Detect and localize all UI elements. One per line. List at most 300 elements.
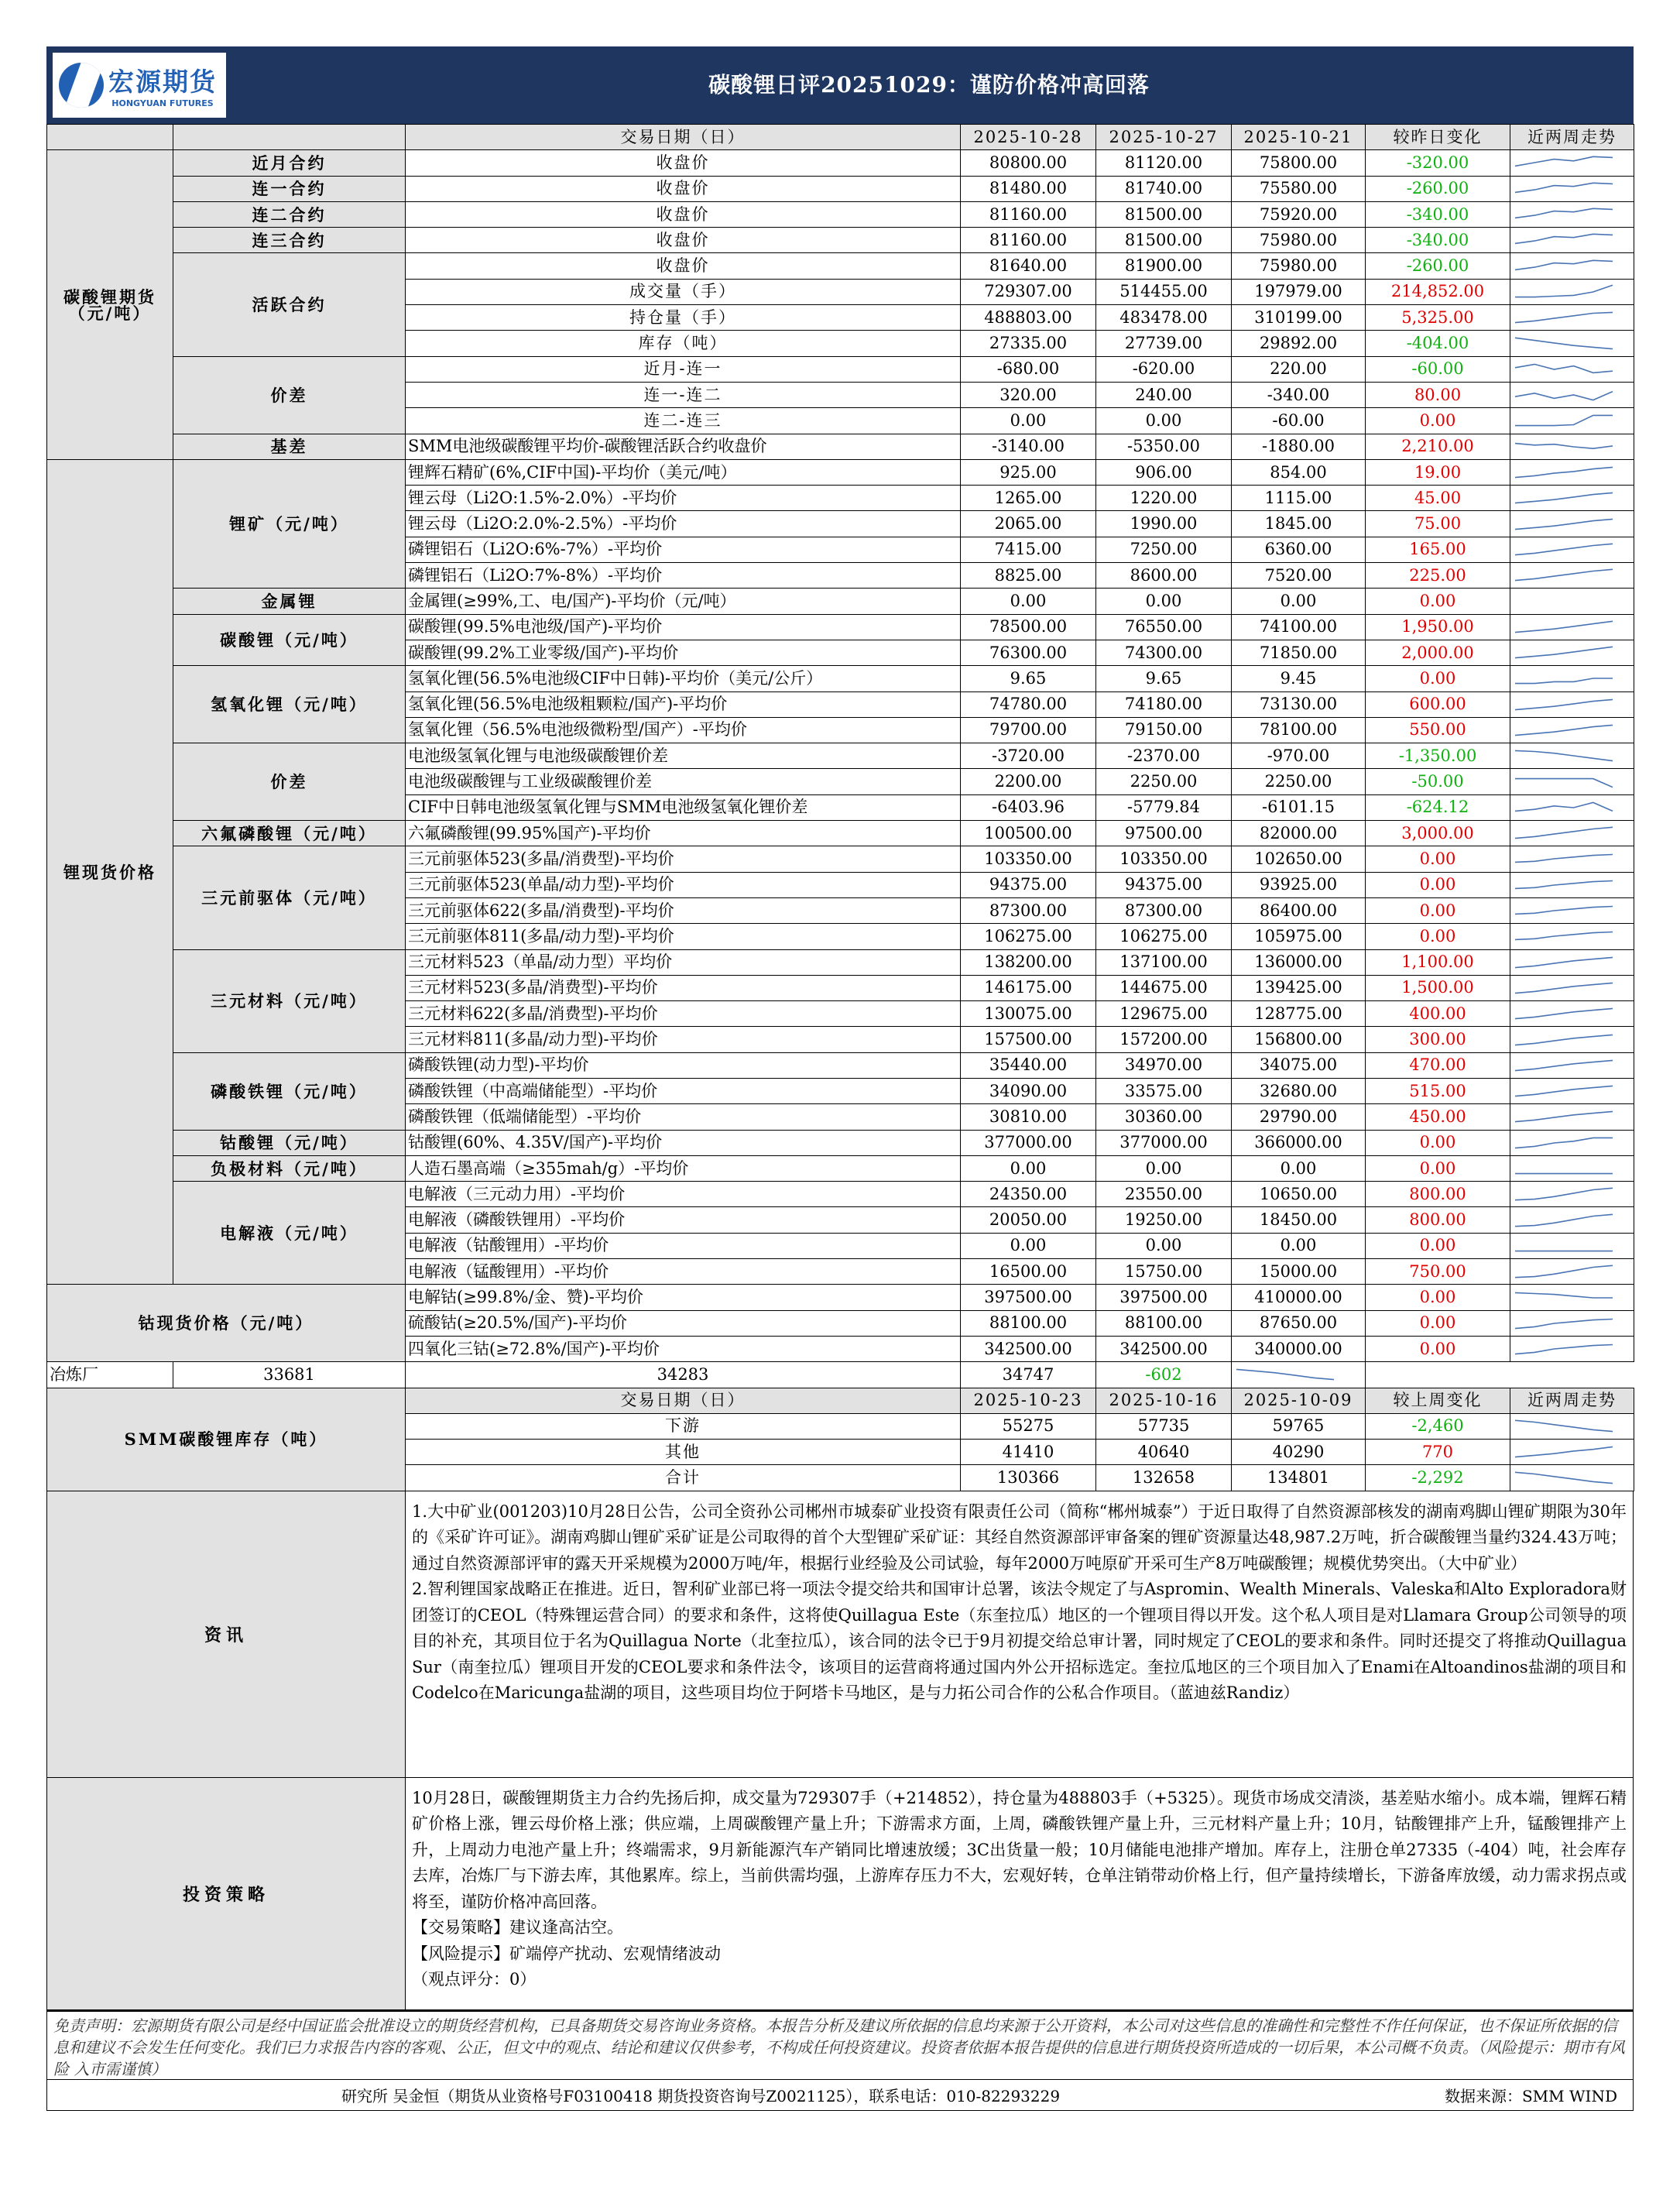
group-label: 锂现货价格 (47, 459, 173, 1285)
value-cell: 75580.00 (1232, 176, 1366, 201)
strategy-summary: 10月28日，碳酸锂期货主力合约先扬后抑，成交量为729307手（+214852），持仓量为488803手（+5325）。现货市场成交清淡，基差贴水缩小。成本端，锂辉石精矿价格上涨，锂云母价格上涨；供应端，上周碳酸锂产量上升；下游需求方面，上周，磷酸铁锂产量上升，三元材料产量上升；10月，钴酸锂排产上升，锰酸锂排产上升，上周动力电池产量上升；终端需求，9月新能源汽车产销同比增速放缓；3C出货量一般；10月储能电池排产增加。库存上，注册仓单27335（-404）吨，社会库存去库，冶炼厂与下游去库，其他累库。综上，当前供需均强，上游库存压力不大，宏观好转，仓单注销带动价格上行，但产量持续增长，下游备库放缓，动力需求拐点或将至，谨防价格冲高回落。 (412, 1788, 1627, 1911)
trend-sparkline (1512, 926, 1616, 946)
trend-line (1515, 1420, 1613, 1431)
indicator-label: 磷锂铝石（Li2O:7%-8%）-平均价 (406, 563, 961, 589)
trend-cell (1510, 1104, 1634, 1130)
trend-cell (1510, 691, 1634, 717)
subgroup-label: 价差 (173, 743, 406, 821)
trend-cell (1232, 1362, 1366, 1388)
indicator-label: 锂云母（Li2O:1.5%-2.0%）-平均价 (406, 486, 961, 511)
change-value: 45.00 (1366, 486, 1510, 511)
value-cell: 40290 (1232, 1440, 1366, 1465)
change-header: 较上周变化 (1366, 1388, 1510, 1413)
value-cell: 81500.00 (1096, 228, 1232, 253)
trend-cell (1510, 1130, 1634, 1155)
table-row (47, 1130, 1634, 1155)
change-value: 225.00 (1366, 563, 1510, 589)
trend-cell (1510, 537, 1634, 562)
value-cell: -1880.00 (1232, 434, 1366, 459)
trend-sparkline (1512, 1261, 1616, 1282)
trend-cell (1510, 872, 1634, 897)
trend-sparkline (1512, 410, 1616, 431)
indicator-label: 氢氧化锂（56.5%电池级微粉型/国产）-平均价 (406, 717, 961, 743)
trend-header: 近两周走势 (1510, 1388, 1634, 1413)
change-value: -2,460 (1366, 1413, 1510, 1439)
trend-sparkline (1512, 359, 1616, 379)
author-info: 研究所 吴金恒（期货从业资格号F03100418 期货投资咨询号Z0021125），联系电话：010-82293229 (341, 2086, 1061, 2105)
table-row (47, 821, 1634, 846)
trend-line (1515, 260, 1613, 269)
value-cell: 30810.00 (961, 1104, 1096, 1130)
value-cell: 9.65 (961, 666, 1096, 691)
indicator-label: 三元材料523(多晶/消费型)-平均价 (406, 975, 961, 1000)
trend-line (1515, 1214, 1613, 1226)
table-row (47, 1155, 1634, 1181)
value-cell: 144675.00 (1096, 975, 1232, 1000)
change-value: 470.00 (1366, 1052, 1510, 1078)
value-cell: 8825.00 (961, 563, 1096, 589)
change-value: -50.00 (1366, 769, 1510, 794)
trend-line (1515, 1266, 1613, 1278)
trend-cell (1510, 640, 1634, 665)
value-cell: 0.00 (1096, 1155, 1232, 1181)
subgroup-label: 锂矿（元/吨） (173, 459, 406, 588)
change-value: 0.00 (1366, 1285, 1510, 1310)
logo-name: 宏源期货 (108, 67, 217, 97)
value-cell: 74100.00 (1232, 614, 1366, 640)
value-cell: 27739.00 (1096, 331, 1232, 356)
data-table (46, 124, 1634, 1491)
strategy-body (406, 1778, 1633, 2009)
value-cell: 0.00 (1232, 1155, 1366, 1181)
value-cell: 488803.00 (961, 305, 1096, 331)
subgroup-label: 碳酸锂（元/吨） (173, 614, 406, 666)
value-cell: 18450.00 (1232, 1207, 1366, 1233)
value-cell: 102650.00 (1232, 846, 1366, 872)
value-cell: -3720.00 (961, 743, 1096, 769)
subgroup-label: 钴酸锂（元/吨） (173, 1130, 406, 1155)
trend-line (1515, 544, 1613, 554)
trend-cell (1510, 253, 1634, 279)
trend-sparkline (1512, 1107, 1616, 1127)
table-row (47, 253, 1634, 279)
value-cell: 87650.00 (1232, 1310, 1366, 1336)
strategy-label: 投资策略 (47, 1778, 406, 2009)
value-cell: 0.00 (961, 1233, 1096, 1258)
trend-sparkline (1512, 1184, 1616, 1204)
trend-sparkline (1512, 437, 1616, 457)
indicator-label: 电解液（锰酸锂用）-平均价 (406, 1259, 961, 1285)
trend-sparkline (1512, 617, 1616, 637)
trend-line (1515, 778, 1613, 787)
value-cell: 514455.00 (1096, 279, 1232, 304)
value-cell: 106275.00 (961, 924, 1096, 949)
strategy-section (46, 1778, 1634, 2010)
trend-sparkline (1512, 772, 1616, 792)
value-cell: 6360.00 (1232, 537, 1366, 562)
subgroup-label: 活跃合约 (173, 253, 406, 356)
indicator-label: 氢氧化锂(56.5%电池级CIF中日韩)-平均价（美元/公斤） (406, 666, 961, 691)
value-cell: 925.00 (961, 459, 1096, 485)
value-cell: -2370.00 (1096, 743, 1232, 769)
trend-cell (1510, 846, 1634, 872)
indicator-label: 金属锂(≥99%,工、电/国产)-平均价（元/吨） (406, 589, 961, 614)
subgroup-label: 近月合约 (173, 150, 406, 176)
value-cell: 81500.00 (1096, 201, 1232, 227)
logo-mark-icon (59, 63, 104, 108)
trend-line (1515, 443, 1613, 448)
trend-line (1515, 493, 1613, 503)
trend-cell (1510, 1259, 1634, 1285)
news-label: 资讯 (47, 1491, 406, 1777)
date-header: 2025-10-28 (961, 125, 1096, 150)
change-value: 0.00 (1366, 666, 1510, 691)
trend-line (1515, 416, 1613, 426)
change-value: -320.00 (1366, 150, 1510, 176)
trend-cell (1510, 1336, 1634, 1361)
trend-sparkline (1512, 153, 1616, 173)
indicator-label: 三元前驱体523(多晶/消费型)-平均价 (406, 846, 961, 872)
value-cell: 19250.00 (1096, 1207, 1232, 1233)
value-cell: 100500.00 (961, 821, 1096, 846)
trend-line (1515, 1009, 1613, 1019)
table-row (47, 176, 1634, 201)
value-cell: 103350.00 (961, 846, 1096, 872)
value-cell: -620.00 (1096, 356, 1232, 382)
table-row (47, 201, 1634, 227)
value-cell: 132658 (1096, 1465, 1232, 1491)
change-value: 770 (1366, 1440, 1510, 1465)
value-cell: 0.00 (1096, 1233, 1232, 1258)
table-row (47, 150, 1634, 176)
trend-line (1515, 1292, 1613, 1298)
value-cell: 138200.00 (961, 949, 1096, 975)
value-cell: 377000.00 (1096, 1130, 1232, 1155)
value-cell: 0.00 (1232, 1233, 1366, 1258)
data-source: 数据来源：SMM WIND (1444, 2086, 1617, 2105)
trend-cell (1510, 821, 1634, 846)
table-header-row (47, 1388, 1634, 1413)
trend-sparkline (1512, 591, 1616, 611)
value-cell: 81160.00 (961, 228, 1096, 253)
trend-line (1515, 208, 1613, 218)
trend-sparkline (1512, 1030, 1616, 1050)
value-cell: 33681 (173, 1362, 406, 1388)
trend-line (1515, 1472, 1613, 1483)
subgroup-label: 连一合约 (173, 176, 406, 201)
change-value: 400.00 (1366, 1001, 1510, 1027)
value-cell: 1115.00 (1232, 486, 1366, 511)
trend-line (1515, 647, 1613, 657)
value-cell: 32680.00 (1232, 1078, 1366, 1103)
value-cell: 81480.00 (961, 176, 1096, 201)
group-label: SMM碳酸锂库存（吨） (47, 1388, 406, 1491)
report-header (46, 46, 1634, 124)
indicator-label: 下游 (406, 1413, 961, 1439)
date-header: 2025-10-27 (1096, 125, 1232, 150)
trend-cell (1510, 769, 1634, 794)
trend-cell (1510, 975, 1634, 1000)
value-cell: 24350.00 (961, 1182, 1096, 1207)
table-row (47, 1362, 1634, 1388)
value-cell: 139425.00 (1232, 975, 1366, 1000)
trend-line (1515, 364, 1613, 372)
trend-cell (1510, 486, 1634, 511)
trend-sparkline (1512, 540, 1616, 560)
indicator-label: 碳酸锂(99.2%工业零级/国产)-平均价 (406, 640, 961, 665)
trend-line (1515, 699, 1613, 709)
trend-line (1515, 183, 1613, 192)
change-value: 0.00 (1366, 924, 1510, 949)
trend-sparkline (1512, 875, 1616, 895)
change-value: 0.00 (1366, 872, 1510, 897)
change-value: 165.00 (1366, 537, 1510, 562)
report-page (46, 46, 1634, 2111)
value-cell: 157500.00 (961, 1027, 1096, 1052)
value-cell: 906.00 (1096, 459, 1232, 485)
date-header: 2025-10-23 (961, 1388, 1096, 1413)
value-cell: 23550.00 (1096, 1182, 1232, 1207)
subgroup-label: 三元材料（元/吨） (173, 949, 406, 1052)
indicator-label: 四氧化三钴(≥72.8%/国产)-平均价 (406, 1336, 961, 1361)
trend-sparkline (1512, 334, 1616, 354)
date-header: 2025-10-16 (1096, 1388, 1232, 1413)
value-cell: 78500.00 (961, 614, 1096, 640)
value-cell: 1265.00 (961, 486, 1096, 511)
date-header: 2025-10-21 (1232, 125, 1366, 150)
trend-cell (1510, 1233, 1634, 1258)
change-value: 515.00 (1366, 1078, 1510, 1103)
subgroup-label: 负极材料（元/吨） (173, 1155, 406, 1181)
change-value: 0.00 (1366, 589, 1510, 614)
trend-cell (1510, 1155, 1634, 1181)
value-cell: 94375.00 (961, 872, 1096, 897)
trend-sparkline (1512, 307, 1616, 328)
value-cell: 74780.00 (961, 691, 1096, 717)
indicator-label: 磷锂铝石（Li2O:6%-7%）-平均价 (406, 537, 961, 562)
indicator-label: 连二-连三 (406, 408, 961, 434)
value-cell: 29790.00 (1232, 1104, 1366, 1130)
value-cell: 342500.00 (1096, 1336, 1232, 1361)
value-cell: 75800.00 (1232, 150, 1366, 176)
trend-sparkline (1512, 849, 1616, 869)
trend-cell (1510, 201, 1634, 227)
trend-cell (1510, 459, 1634, 485)
indicator-label: 收盘价 (406, 150, 961, 176)
indicator-label: 收盘价 (406, 228, 961, 253)
value-cell: 8600.00 (1096, 563, 1232, 589)
change-value: 1,500.00 (1366, 975, 1510, 1000)
value-cell: 129675.00 (1096, 1001, 1232, 1027)
value-cell: 71850.00 (1232, 640, 1366, 665)
trend-cell (1510, 176, 1634, 201)
indicator-label: 三元前驱体622(多晶/消费型)-平均价 (406, 897, 961, 923)
value-cell: 10650.00 (1232, 1182, 1366, 1207)
value-cell: 81160.00 (961, 201, 1096, 227)
table-row (47, 666, 1634, 691)
indicator-label: 钴酸锂(60%、4.35V/国产)-平均价 (406, 1130, 961, 1155)
indicator-label: 持仓量（手） (406, 305, 961, 331)
value-cell: -60.00 (1232, 408, 1366, 434)
value-cell: 20050.00 (961, 1207, 1096, 1233)
news-body (406, 1491, 1633, 1777)
change-value: 300.00 (1366, 1027, 1510, 1052)
value-cell: 7520.00 (1232, 563, 1366, 589)
subgroup-label: 基差 (173, 434, 406, 459)
trend-cell (1510, 1052, 1634, 1078)
change-value: -624.12 (1366, 794, 1510, 820)
value-cell: 79700.00 (961, 717, 1096, 743)
value-cell: 76300.00 (961, 640, 1096, 665)
indicator-label: 锂辉石精矿(6%,CIF中国)-平均价（美元/吨） (406, 459, 961, 485)
value-cell: 146175.00 (961, 975, 1096, 1000)
indicator-label: 磷酸铁锂（低端储能型）-平均价 (406, 1104, 961, 1130)
value-cell: 0.00 (1096, 589, 1232, 614)
value-cell: 1845.00 (1232, 511, 1366, 537)
value-cell: 94375.00 (1096, 872, 1232, 897)
indicator-label: 三元材料523（单晶/动力型）平均价 (406, 949, 961, 975)
trend-line (1515, 1189, 1613, 1200)
trend-sparkline (1512, 695, 1616, 715)
value-cell: 88100.00 (1096, 1310, 1232, 1336)
trend-sparkline (1512, 1210, 1616, 1230)
trend-cell (1510, 1465, 1634, 1491)
change-value: 0.00 (1366, 408, 1510, 434)
change-value: 0.00 (1366, 846, 1510, 872)
indicator-label: 冶炼厂 (47, 1362, 173, 1388)
value-cell: 80800.00 (961, 150, 1096, 176)
group-label: 钴现货价格（元/吨） (47, 1285, 406, 1362)
change-value: 0.00 (1366, 1310, 1510, 1336)
trend-cell (1510, 1413, 1634, 1439)
trend-sparkline (1512, 565, 1616, 585)
trend-sparkline (1512, 952, 1616, 973)
value-cell: 73130.00 (1232, 691, 1366, 717)
subgroup-label: 连二合约 (173, 201, 406, 227)
change-header: 较昨日变化 (1366, 125, 1510, 150)
trend-sparkline (1233, 1364, 1337, 1385)
value-cell: 59765 (1232, 1413, 1366, 1439)
change-value: 80.00 (1366, 382, 1510, 407)
indicator-label: 三元前驱体523(单晶/动力型)-平均价 (406, 872, 961, 897)
value-cell: 240.00 (1096, 382, 1232, 407)
change-value: 5,325.00 (1366, 305, 1510, 331)
trend-cell (1510, 614, 1634, 640)
trend-cell (1510, 1001, 1634, 1027)
value-cell: -970.00 (1232, 743, 1366, 769)
trend-sparkline (1512, 901, 1616, 921)
trend-sparkline (1512, 1004, 1616, 1024)
value-cell: 87300.00 (961, 897, 1096, 923)
value-cell: 2065.00 (961, 511, 1096, 537)
trend-line (1515, 1447, 1613, 1457)
value-cell: 55275 (961, 1413, 1096, 1439)
indicator-label: SMM电池级碳酸锂平均价-碳酸锂活跃合约收盘价 (406, 434, 961, 459)
header-blank-2 (173, 125, 406, 150)
table-row (47, 1182, 1634, 1207)
trend-cell (1510, 924, 1634, 949)
indicator-label: 电解液（磷酸铁锂用）-平均价 (406, 1207, 961, 1233)
trend-sparkline (1512, 256, 1616, 276)
table-header-row (47, 125, 1634, 150)
trend-sparkline (1512, 720, 1616, 740)
indicator-label: 电解液（三元动力用）-平均价 (406, 1182, 961, 1207)
change-value: -2,292 (1366, 1465, 1510, 1491)
trend-cell (1510, 1078, 1634, 1103)
value-cell: 854.00 (1232, 459, 1366, 485)
value-cell: 81120.00 (1096, 150, 1232, 176)
trend-cell (1510, 331, 1634, 356)
trend-line (1515, 725, 1613, 735)
change-value: 214,852.00 (1366, 279, 1510, 304)
value-cell: -3140.00 (961, 434, 1096, 459)
value-cell: 97500.00 (1096, 821, 1232, 846)
trend-sparkline (1512, 643, 1616, 663)
value-cell: 397500.00 (1096, 1285, 1232, 1310)
change-value: 1,100.00 (1366, 949, 1510, 975)
trend-cell (1510, 382, 1634, 407)
indicator-label: 电池级氢氧化锂与电池级碳酸锂价差 (406, 743, 961, 769)
trend-sparkline (1512, 1468, 1616, 1488)
trend-line (1515, 855, 1613, 863)
trend-sparkline (1512, 462, 1616, 482)
value-cell: 27335.00 (961, 331, 1096, 356)
trend-line (1515, 957, 1613, 967)
indicator-label: 磷酸铁锂(动力型)-平均价 (406, 1052, 961, 1078)
value-cell: 128775.00 (1232, 1001, 1366, 1027)
header-blank (47, 125, 173, 150)
value-cell: 34747 (961, 1362, 1096, 1388)
indicator-label: 电解液（钴酸锂用）-平均价 (406, 1233, 961, 1258)
trend-cell (1510, 408, 1634, 434)
subgroup-label: 氢氧化锂（元/吨） (173, 666, 406, 743)
trend-sparkline (1512, 385, 1616, 405)
change-value: 2,210.00 (1366, 434, 1510, 459)
table-row (47, 949, 1634, 975)
trend-sparkline (1512, 230, 1616, 250)
value-cell: 410000.00 (1232, 1285, 1366, 1310)
value-cell: 74300.00 (1096, 640, 1232, 665)
value-cell: 0.00 (961, 589, 1096, 614)
value-cell: 2250.00 (1232, 769, 1366, 794)
subgroup-label: 金属锂 (173, 589, 406, 614)
change-value: 800.00 (1366, 1207, 1510, 1233)
trend-line (1515, 827, 1613, 838)
trend-line (1236, 1370, 1334, 1380)
value-cell: 81640.00 (961, 253, 1096, 279)
logo-english-name: HONGYUAN FUTURES (111, 98, 214, 108)
view-score: （观点评分：0） (412, 1970, 537, 1989)
indicator-label: 六氟磷酸锂(99.95%国产)-平均价 (406, 821, 961, 846)
value-cell: -6403.96 (961, 794, 1096, 820)
trend-line (1515, 751, 1613, 761)
change-value: 0.00 (1366, 1336, 1510, 1361)
trend-sparkline (1512, 1055, 1616, 1076)
table-row (47, 589, 1634, 614)
table-row (47, 743, 1634, 769)
value-cell: 340000.00 (1232, 1336, 1366, 1361)
trend-line (1515, 313, 1613, 323)
value-cell: 93925.00 (1232, 872, 1366, 897)
trend-cell (1510, 897, 1634, 923)
indicator-label: 人造石墨高端（≥355mah/g）-平均价 (406, 1155, 961, 1181)
trend-cell (1510, 949, 1634, 975)
value-cell: 137100.00 (1096, 949, 1232, 975)
value-cell: 33575.00 (1096, 1078, 1232, 1103)
trend-cell (1510, 356, 1634, 382)
value-cell: 79150.00 (1096, 717, 1232, 743)
change-value: -1,350.00 (1366, 743, 1510, 769)
